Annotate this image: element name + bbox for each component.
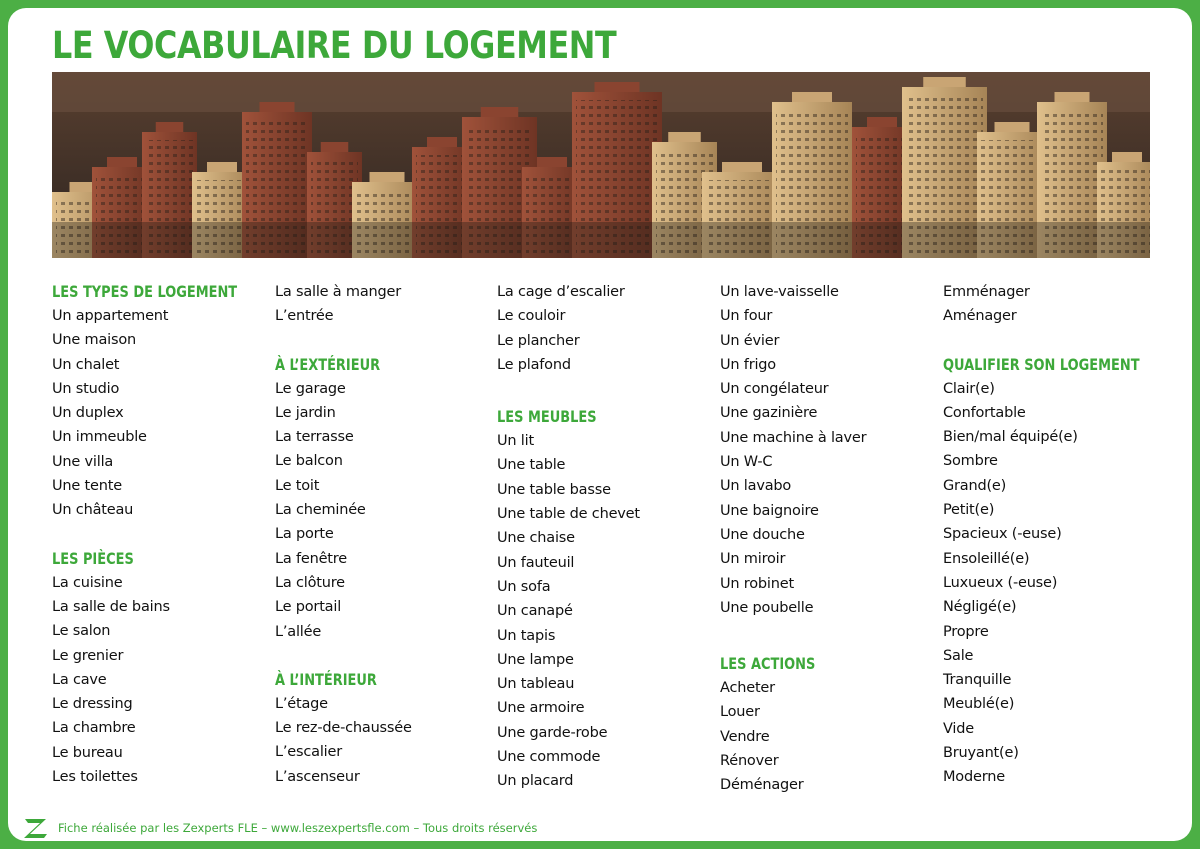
vocab-item: Un fauteuil: [497, 554, 575, 571]
vocab-item: Le garage: [275, 380, 346, 397]
vocab-item: Un lit: [497, 433, 534, 450]
vocab-section: [943, 329, 1158, 790]
vocab-item: Bruyant(e): [943, 745, 1019, 762]
vocab-item: La salle à manger: [275, 284, 401, 300]
vocab-item: La cuisine: [52, 574, 123, 591]
vocab-item: La cheminée: [275, 502, 366, 519]
vocab-item: Un miroir: [720, 551, 786, 568]
vocab-column-4: [720, 280, 935, 798]
vocab-item: Un canapé: [497, 603, 573, 620]
vocab-item: La terrasse: [275, 429, 354, 446]
vocab-item: Une armoire: [497, 700, 585, 717]
vocab-item: La cave: [52, 671, 107, 688]
vocab-item: Une gazinière: [720, 405, 818, 422]
vocab-section: [275, 329, 490, 644]
vocab-item: La porte: [275, 526, 334, 543]
vocab-item: La fenêtre: [275, 550, 347, 567]
vocab-item: Une poubelle: [720, 599, 814, 616]
vocab-item: Le portail: [275, 599, 342, 616]
vocab-item: Acheter: [720, 680, 775, 697]
vocab-item: La clôture: [275, 574, 345, 591]
vocab-section: [275, 280, 490, 329]
vocab-section: [52, 523, 267, 790]
vocab-item: L’allée: [275, 623, 322, 640]
vocab-item: Le toit: [275, 477, 320, 494]
vocab-item: Spacieux (-euse): [943, 526, 1062, 543]
vocab-item: Le balcon: [275, 453, 343, 470]
vocab-item: La salle de bains: [52, 598, 170, 615]
vocab-item: Un évier: [720, 332, 780, 349]
vocab-item: Les toilettes: [52, 769, 138, 786]
vocab-item: Un robinet: [720, 575, 794, 592]
vocab-section: [52, 280, 267, 523]
vocab-item: Une lampe: [497, 651, 574, 668]
vocab-item: Un tapis: [497, 627, 556, 644]
vocab-item: Rénover: [720, 753, 779, 770]
vocab-item: Le salon: [52, 623, 111, 640]
vocab-item: Déménager: [720, 777, 804, 794]
vocab-item: Le dressing: [52, 696, 133, 713]
vocab-item: Le plafond: [497, 356, 571, 373]
vocab-item: L’étage: [275, 695, 328, 712]
section-heading: LES TYPES DE LOGEMENT: [52, 282, 238, 301]
vocab-item: Vendre: [720, 728, 770, 745]
vocab-item: Le couloir: [497, 308, 566, 325]
vocab-item: Meublé(e): [943, 696, 1015, 713]
vocab-item: Le plancher: [497, 332, 580, 349]
vocab-item: Une commode: [497, 749, 601, 766]
vocab-item: Le rez-de-chaussée: [275, 720, 412, 737]
vocab-column-2: [275, 280, 490, 789]
vocab-item: Le bureau: [52, 744, 123, 761]
vocab-item: Sale: [943, 647, 974, 664]
vocab-item: Sombre: [943, 453, 998, 470]
vocab-section: [720, 280, 935, 620]
vocab-item: Un W-C: [720, 454, 773, 471]
vocab-item: L’escalier: [275, 744, 342, 761]
vocab-item: Négligé(e): [943, 599, 1017, 616]
vocab-item: Une table basse: [497, 481, 611, 498]
page-title: LE VOCABULAIRE DU LOGEMENT: [52, 24, 617, 67]
vocab-item: Un placard: [497, 773, 574, 790]
vocab-column-3: [497, 280, 712, 794]
vocab-section: [943, 280, 1158, 329]
vocabulary-sheet: [8, 8, 1192, 841]
footer: [22, 814, 537, 842]
vocab-item: Louer: [720, 704, 760, 721]
section-heading: LES ACTIONS: [720, 654, 816, 674]
vocab-item: Bien/mal équipé(e): [943, 429, 1078, 446]
vocab-item: Un lavabo: [720, 478, 792, 495]
vocab-item: Vide: [943, 720, 974, 737]
vocab-item: Un sofa: [497, 578, 551, 595]
city-skyline-photo: [52, 72, 1150, 258]
section-heading: QUALIFIER SON LOGEMENT: [943, 354, 1140, 374]
vocab-item: Un congélateur: [720, 381, 829, 398]
vocab-item: Grand(e): [943, 477, 1007, 494]
vocab-column-1: [52, 280, 267, 789]
vocab-item: Ensoleillé(e): [943, 550, 1030, 567]
section-heading: LES MEUBLES: [497, 407, 597, 427]
vocab-item: Un château: [52, 502, 134, 519]
zexperts-z-logo-icon: [22, 816, 50, 840]
vocab-item: La chambre: [52, 720, 136, 737]
vocab-item: Tranquille: [943, 672, 1012, 689]
vocab-item: Petit(e): [943, 502, 995, 519]
vocab-item: Un immeuble: [52, 429, 147, 446]
vocab-item: Un chalet: [52, 356, 120, 373]
vocab-item: Une table de chevet: [497, 506, 640, 523]
vocab-item: Un appartement: [52, 308, 169, 324]
vocab-item: La cage d’escalier: [497, 284, 625, 300]
vocab-item: Un four: [720, 308, 773, 325]
section-heading: À L’EXTÉRIEUR: [275, 354, 381, 374]
vocab-item: Emménager: [943, 284, 1030, 300]
vocab-item: Un tableau: [497, 676, 575, 693]
vocab-item: Une douche: [720, 526, 805, 543]
vocab-item: Une chaise: [497, 530, 575, 547]
vocab-item: Aménager: [943, 308, 1017, 325]
vocab-item: Une villa: [52, 453, 114, 470]
vocab-item: Confortable: [943, 404, 1026, 421]
section-heading: À L’INTÉRIEUR: [275, 669, 377, 689]
vocab-item: L’ascenseur: [275, 768, 360, 785]
vocab-item: Une maison: [52, 332, 136, 349]
vocab-column-5: [943, 280, 1158, 790]
footer-credit: Fiche réalisée par les Zexperts FLE – www.leszexpertsfle.com – Tous droits réservés: [58, 821, 538, 835]
vocab-item: Le jardin: [275, 404, 336, 421]
vocab-item: Luxueux (-euse): [943, 574, 1058, 591]
vocab-section: [275, 644, 490, 789]
vocab-item: Une tente: [52, 478, 122, 495]
vocab-item: Un frigo: [720, 356, 776, 373]
vocab-item: Un studio: [52, 380, 120, 397]
vocab-item: Le grenier: [52, 647, 124, 664]
vocab-item: Moderne: [943, 769, 1005, 786]
vocab-item: Un lave-vaisselle: [720, 284, 839, 300]
vocab-item: Propre: [943, 623, 989, 640]
vocab-item: Une baignoire: [720, 502, 819, 519]
vocab-item: L’entrée: [275, 308, 334, 325]
vocab-item: Une garde-robe: [497, 724, 608, 741]
vocab-item: Clair(e): [943, 380, 995, 397]
vocab-section: [497, 377, 712, 793]
section-heading: LES PIÈCES: [52, 548, 134, 568]
vocab-section: [720, 620, 935, 797]
vocab-section: [497, 280, 712, 377]
vocab-item: Un duplex: [52, 405, 124, 422]
vocab-item: Une machine à laver: [720, 429, 867, 446]
vocab-item: Une table: [497, 457, 566, 474]
